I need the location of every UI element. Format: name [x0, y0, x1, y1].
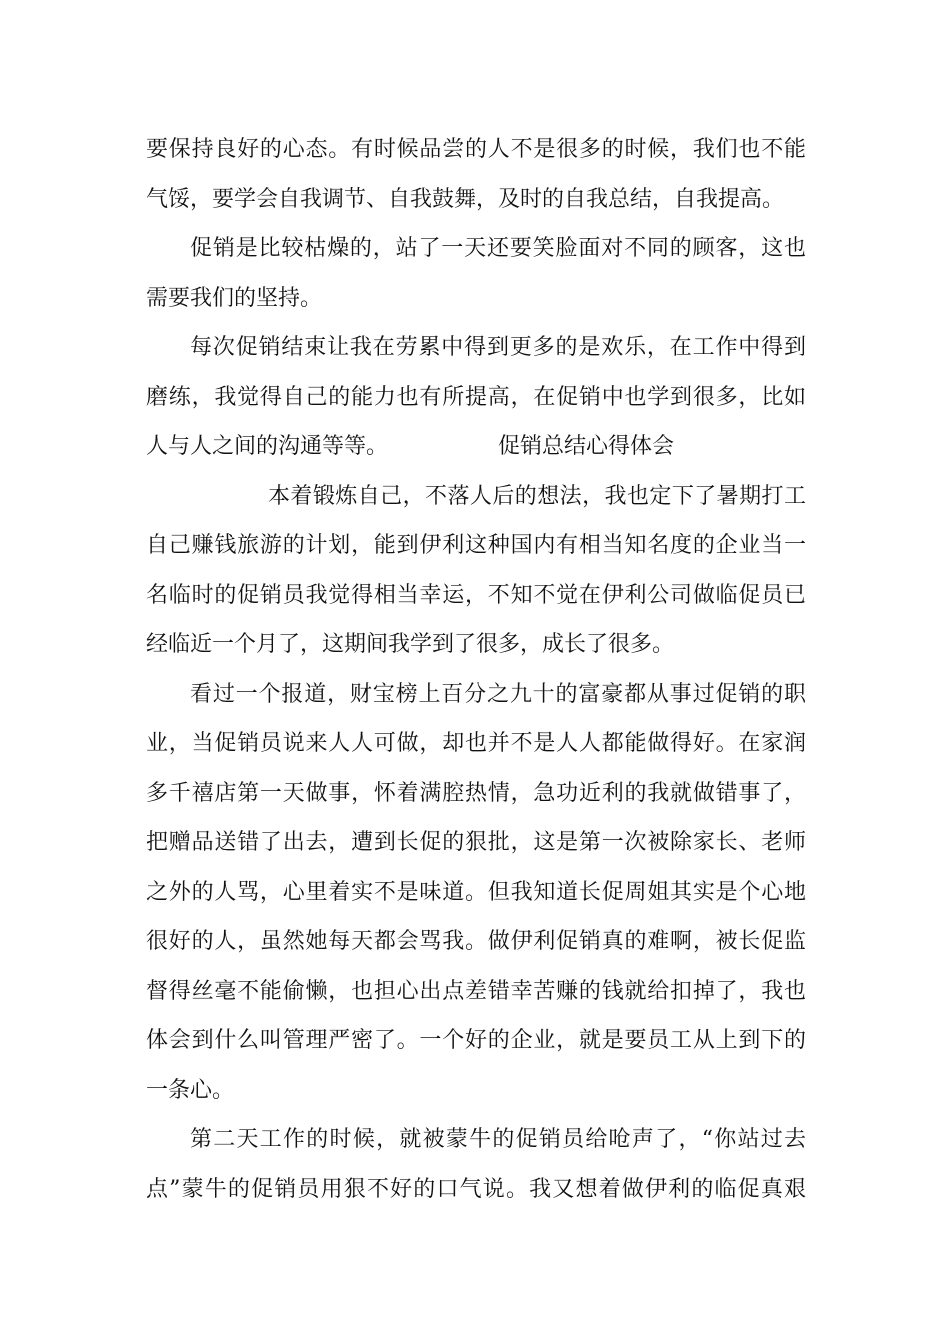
text-line: 把赠品送错了出去，遭到长促的狠批，这是第一次被除家长、老师 [146, 830, 806, 855]
text-line: 点”蒙牛的促销员用狠不好的口气说。我又想着做伊利的临促真艰 [146, 1176, 806, 1202]
section-heading: 促销总结心得体会 [498, 434, 675, 459]
text-line: 第二天工作的时候，就被蒙牛的促销员给呛声了，“你站过去 [190, 1127, 806, 1152]
text-line: 体会到什么叫管理严密了。一个好的企业，就是要员工从上到下的 [146, 1028, 806, 1053]
text-line: 多千禧店第一天做事，怀着满腔热情，急功近利的我就做错事了， [146, 780, 806, 806]
text-line: 名临时的促销员我觉得相当幸运，不知不觉在伊利公司做临促员已 [146, 582, 806, 608]
text-line: 经临近一个月了，这期间我学到了很多，成长了很多。 [146, 632, 675, 657]
text-line: 督得丝毫不能偷懒，也担心出点差错幸苦赚的钱就给扣掉了，我也 [146, 978, 806, 1004]
text-line: 本着锻炼自己，不落人后的想法，我也定下了暑期打工 [268, 483, 806, 509]
text-line-with-heading [146, 422, 806, 472]
text-line: 之外的人骂，心里着实不是味道。但我知道长促周姐其实是个心地 [146, 879, 806, 905]
text-line: 一条心。 [146, 1077, 235, 1103]
text-line: 要保持良好的心态。有时候品尝的人不是很多的时候，我们也不能 [146, 137, 806, 162]
text-line: 磨练，我觉得自己的能力也有所提高，在促销中也学到很多，比如 [146, 384, 806, 410]
document-body [146, 125, 806, 1214]
text-line: 看过一个报道，财宝榜上百分之九十的富豪都从事过促销的职 [190, 681, 806, 707]
text-line: 自己赚钱旅游的计划，能到伊利这种国内有相当知名度的企业当一 [146, 533, 806, 558]
text-line: 人与人之间的沟通等等。 [146, 434, 389, 459]
text-line: 气馁，要学会自我调节、自我鼓舞，及时的自我总结，自我提高。 [146, 186, 785, 212]
text-line: 每次促销结束让我在劳累中得到更多的是欢乐，在工作中得到 [190, 335, 806, 360]
text-line: 促销是比较枯燥的，站了一天还要笑脸面对不同的顾客，这也 [190, 236, 806, 261]
text-line: 很好的人，虽然她每天都会骂我。做伊利促销真的难啊，被长促监 [146, 929, 806, 954]
text-line: 业，当促销员说来人人可做，却也并不是人人都能做得好。在家润 [146, 731, 806, 756]
text-line: 需要我们的坚持。 [146, 285, 323, 311]
